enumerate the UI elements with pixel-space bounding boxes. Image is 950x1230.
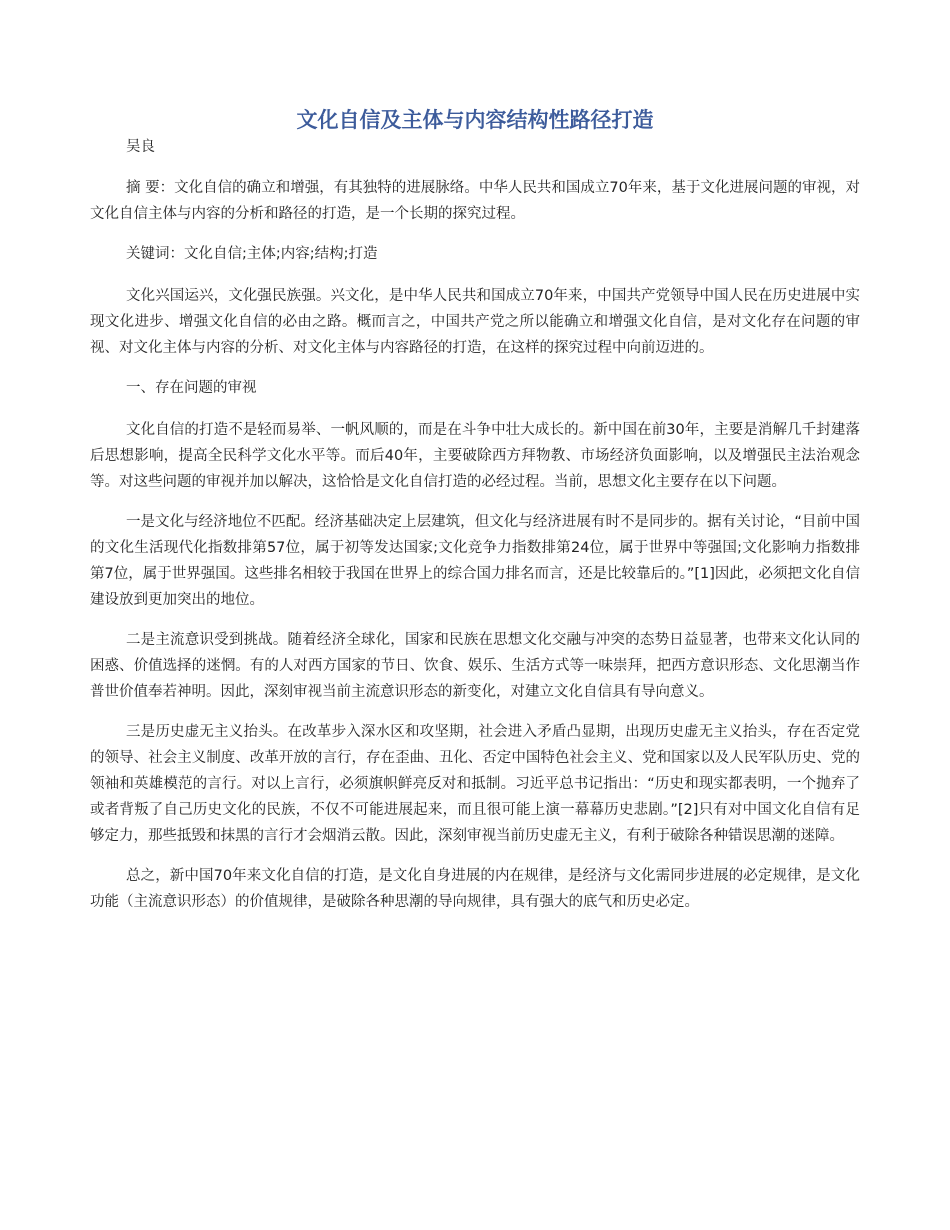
- body-paragraph: 文化兴国运兴，文化强民族强。兴文化，是中华人民共和国成立70年来，中国共产党领导中国人民在历史进展中实现文化进步、增强文化自信的必由之路。概而言之，中国共产党之所以能确立和增强文化自信，是对文化存在问题的审视、对文化主体与内容的分析、对文化主体与内容路径的打造，在这样的探究过程中向前迈进的。: [90, 288, 860, 356]
- body-paragraph: 总之，新中国70年来文化自信的打造，是文化自身进展的内在规律，是经济与文化需同步进展的必定规律，是文化功能（主流意识形态）的价值规律，是破除各种思潮的导向规律，具有强大的底气和历史必定。: [90, 868, 860, 910]
- document-body: [90, 105, 860, 929]
- body-paragraph: 一是文化与经济地位不匹配。经济基础决定上层建筑，但文化与经济进展有时不是同步的。据有关讨论，“目前中国的文化生活现代化指数排第57位，属于初等发达国家;文化竞争力指数排第24位，属于世界中等强国;文化影响力指数排第7位，属于世界强国。这些排名相较于我国在世界上的综合国力排名而言，还是比较靠后的。”[1]因此，必须把文化自信建设放到更加突出的地位。: [90, 514, 860, 608]
- document-author: 吴良: [126, 139, 155, 155]
- body-paragraph: 文化自信的打造不是轻而易举、一帆风顺的，而是在斗争中壮大成长的。新中国在前30年，主要是消解几千封建落后思想影响，提高全民科学文化水平等。而后40年，主要破除西方拜物教、市场经济负面影响，以及增强民主法治观念等。对这些问题的审视并加以解决，这恰恰是文化自信打造的必经过程。当前，思想文化主要存在以下问题。: [90, 422, 860, 490]
- abstract-paragraph: 摘 要：文化自信的确立和增强，有其独特的进展脉络。中华人民共和国成立70年来，基于文化进展问题的审视，对文化自信主体与内容的分析和路径的打造，是一个长期的探究过程。: [90, 180, 860, 222]
- document-title: 文化自信及主体与内容结构性路径打造: [296, 108, 654, 132]
- body-paragraph: 三是历史虚无主义抬头。在改革步入深水区和攻坚期，社会进入矛盾凸显期，出现历史虚无主义抬头，存在否定党的领导、社会主义制度、改革开放的言行，存在歪曲、丑化、否定中国特色社会主义、党和国家以及人民军队历史、党的领袖和英雄模范的言行。对以上言行，必须旗帜鲜亮反对和抵制。习近平总书记指出：“历史和现实都表明，一个抛弃了或者背叛了自己历史文化的民族，不仅不可能进展起来，而且很可能上演一幕幕历史悲剧。”[2]只有对中国文化自信有足够定力，那些抵毁和抹黑的言行才会烟消云散。因此，深刻审视当前历史虚无主义，有利于破除各种错误思潮的迷障。: [90, 724, 860, 844]
- section-heading: 一、存在问题的审视: [126, 380, 257, 396]
- body-paragraph: 二是主流意识受到挑战。随着经济全球化，国家和民族在思想文化交融与冲突的态势日益显著，也带来文化认同的困惑、价值选择的迷惘。有的人对西方国家的节日、饮食、娱乐、生活方式等一味崇拜，把西方意识形态、文化思潮当作普世价值奉若神明。因此，深刻审视当前主流意识形态的新变化，对建立文化自信具有导向意义。: [90, 632, 860, 700]
- keywords-paragraph: 关键词：文化自信;主体;内容;结构;打造: [126, 246, 378, 262]
